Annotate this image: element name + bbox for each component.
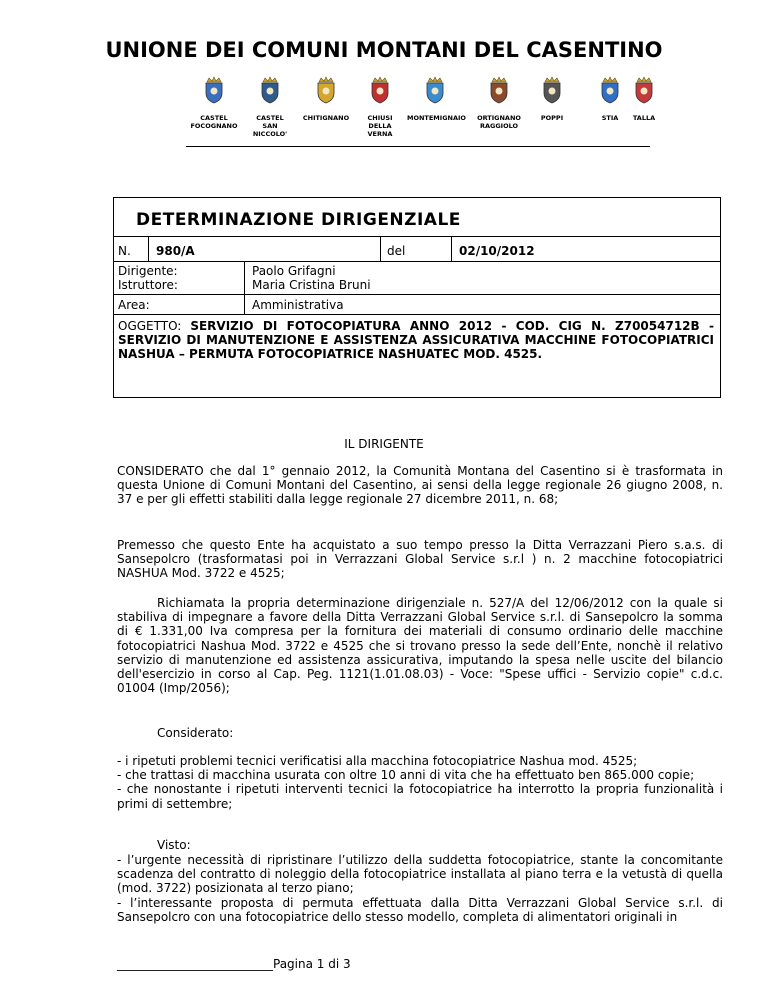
municipality-name-line: RAGGIOLO (479, 122, 519, 130)
list-considerato (117, 754, 723, 811)
municipality-name-line: ORTIGNANO (477, 114, 521, 122)
municipality-name-line: CASTEL (200, 114, 228, 122)
determination-title: DETERMINAZIONE DIRIGENZIALE (136, 210, 461, 230)
municipality-name-line: CHITIGNANO (302, 114, 350, 122)
list-visto (117, 853, 723, 924)
oggetto-text: SERVIZIO DI FOTOCOPIATURA ANNO 2012 - COD. CIG N. Z70054712B - SERVIZIO DI MANUTENZIONE E ASSISTENZA ASSICURATIVA MACCHINE FOTOCOPIATRICI NASHUA – PERMUTA FOTOCOPIATRICE NASHUATEC MOD. 4525. (118, 319, 714, 361)
crest-divider (186, 146, 650, 147)
dirigente-label: Dirigente: (118, 264, 178, 278)
municipality-name-line: CASTEL (256, 114, 284, 122)
divider (114, 261, 720, 262)
municipality-crest (616, 76, 672, 122)
municipality-crest (298, 76, 354, 122)
coat-of-arms-icon (313, 76, 339, 104)
municipality-name-line: TALLA (632, 114, 656, 122)
municipality-crest (242, 76, 298, 138)
municipality-name (186, 114, 242, 130)
paragraph-richiamata: Richiamata la propria determinazione dirigenziale n. 527/A del 12/06/2012 con la quale si stabiliva di impegnare a favore della Ditta Verrazzani Global Service s.r.l. di Sansepolcro la somma di € 1.331,00 Iva compresa per la fornitura dei materiali di consumo ordinario delle macchine fotocopiatrici Nashua Mod. 3722 e 4525 che si trovano presso la sede dell’Ente, nonchè il relativo servizio di manutenzione ed assistenza assicurativa, imputando la spesa nelle uscite del bilancio dell'esercizio in corso al Cap. Peg. 1121(1.01.08.03) - Voce: "Spese uffici - Servizio copie" c.d.c. 01004 (Imp/2056); (117, 596, 723, 696)
istruttore-value: Maria Cristina Bruni (252, 278, 371, 292)
dirigente-value: Paolo Grifagni (252, 264, 336, 278)
municipality-name-line: SAN (262, 122, 278, 130)
coat-of-arms-icon (367, 76, 393, 104)
paragraph-visto-label: Visto: (157, 838, 191, 852)
page-footer (117, 957, 351, 971)
coat-of-arms-icon (422, 76, 448, 104)
date-label: del (387, 244, 406, 258)
municipality-name-line: DELLA (368, 122, 392, 130)
municipality-name (616, 114, 672, 122)
area-label: Area: (118, 298, 150, 312)
municipality-crest (407, 76, 466, 122)
municipality-crest (524, 76, 580, 122)
list-item: - l’interessante proposta di permuta effettuata dalla Ditta Verrazzani Global Service s.r.l. di Sansepolcro con una fotocopiatrice dello stesso modello, completa di alimentatori originali in (117, 895, 723, 924)
municipality-name (407, 114, 466, 122)
municipality-name-line: POPPI (540, 114, 564, 122)
municipality-name (242, 114, 298, 138)
divider (114, 314, 720, 315)
municipality-name (352, 114, 408, 138)
municipality-crest (471, 76, 527, 130)
divider (148, 236, 149, 261)
number-value: 980/A (156, 244, 195, 258)
oggetto (118, 319, 714, 361)
municipality-name (298, 114, 354, 122)
determination-header (114, 198, 720, 237)
municipality-crest (352, 76, 408, 138)
footer-underline: __________________________ (117, 957, 273, 971)
paragraph-considerato-label: Considerato: (157, 726, 234, 740)
municipality-name (524, 114, 580, 122)
municipality-crest (186, 76, 242, 130)
municipality-name-line: NICCOLO' (252, 130, 288, 138)
istruttore-label: Istruttore: (118, 278, 178, 292)
municipality-name-line: VERNA (367, 130, 393, 138)
municipality-name (471, 114, 527, 130)
paragraph-premesso: Premesso che questo Ente ha acquistato a suo tempo presso la Ditta Verrazzani Piero s.a.s. di Sansepolcro (trasformatasi poi in Verrazzani Global Service s.r.l ) n. 2 macchine fotocopiatrici NASHUA Mod. 3722 e 4525; (117, 538, 723, 581)
list-item: - che trattasi di macchina usurata con oltre 10 anni di vita che ha effettuato ben 865.000 copie; (117, 768, 695, 783)
section-heading: IL DIRIGENTE (344, 437, 424, 451)
municipality-name-line: MONTEMIGNAIO (407, 114, 466, 122)
municipality-crests (186, 76, 656, 146)
list-item: - i ripetuti problemi tecnici verificatisi alla macchina fotocopiatrice Nashua mod. 4525; (117, 754, 638, 768)
municipality-name-line: CHIUSI (367, 114, 393, 122)
divider (114, 294, 720, 295)
divider (380, 236, 381, 261)
paragraph-considerato: CONSIDERATO che dal 1° gennaio 2012, la Comunità Montana del Casentino si è trasformata in questa Unione di Comuni Montani del Casentino, ai sensi della legge regionale 26 giugno 2008, n. 37 e per gli effetti stabiliti dalla legge regionale 27 dicembre 2011, n. 68; (117, 464, 723, 507)
coat-of-arms-icon (631, 76, 657, 104)
date-value: 02/10/2012 (459, 244, 535, 258)
list-item: - l’urgente necessità di ripristinare l’utilizzo della suddetta fotocopiatrice, stante la concomitante scadenza del contratto di noleggio della fotocopiatrice installata al piano terra e la vetustà di quella (mod. 3722) posizionata al terzo piano; (117, 853, 723, 896)
area-value: Amministrativa (252, 298, 344, 312)
coat-of-arms-icon (257, 76, 283, 104)
coat-of-arms-icon (486, 76, 512, 104)
list-item: - che nonostante i ripetuti interventi tecnici la fotocopiatrice ha interrotto la propria funzionalità i primi di settembre; (117, 782, 723, 811)
coat-of-arms-icon (539, 76, 565, 104)
divider (244, 261, 245, 314)
municipality-name-line: FOCOGNANO (190, 122, 238, 130)
oggetto-label: OGGETTO: (118, 319, 182, 333)
number-label: N. (118, 244, 131, 258)
municipality-name-line: STIA (601, 114, 619, 122)
page-title: UNIONE DEI COMUNI MONTANI DEL CASENTINO (105, 38, 663, 62)
page-number: Pagina 1 di 3 (273, 957, 351, 971)
divider (451, 236, 452, 261)
determination-box (113, 197, 721, 398)
coat-of-arms-icon (201, 76, 227, 104)
